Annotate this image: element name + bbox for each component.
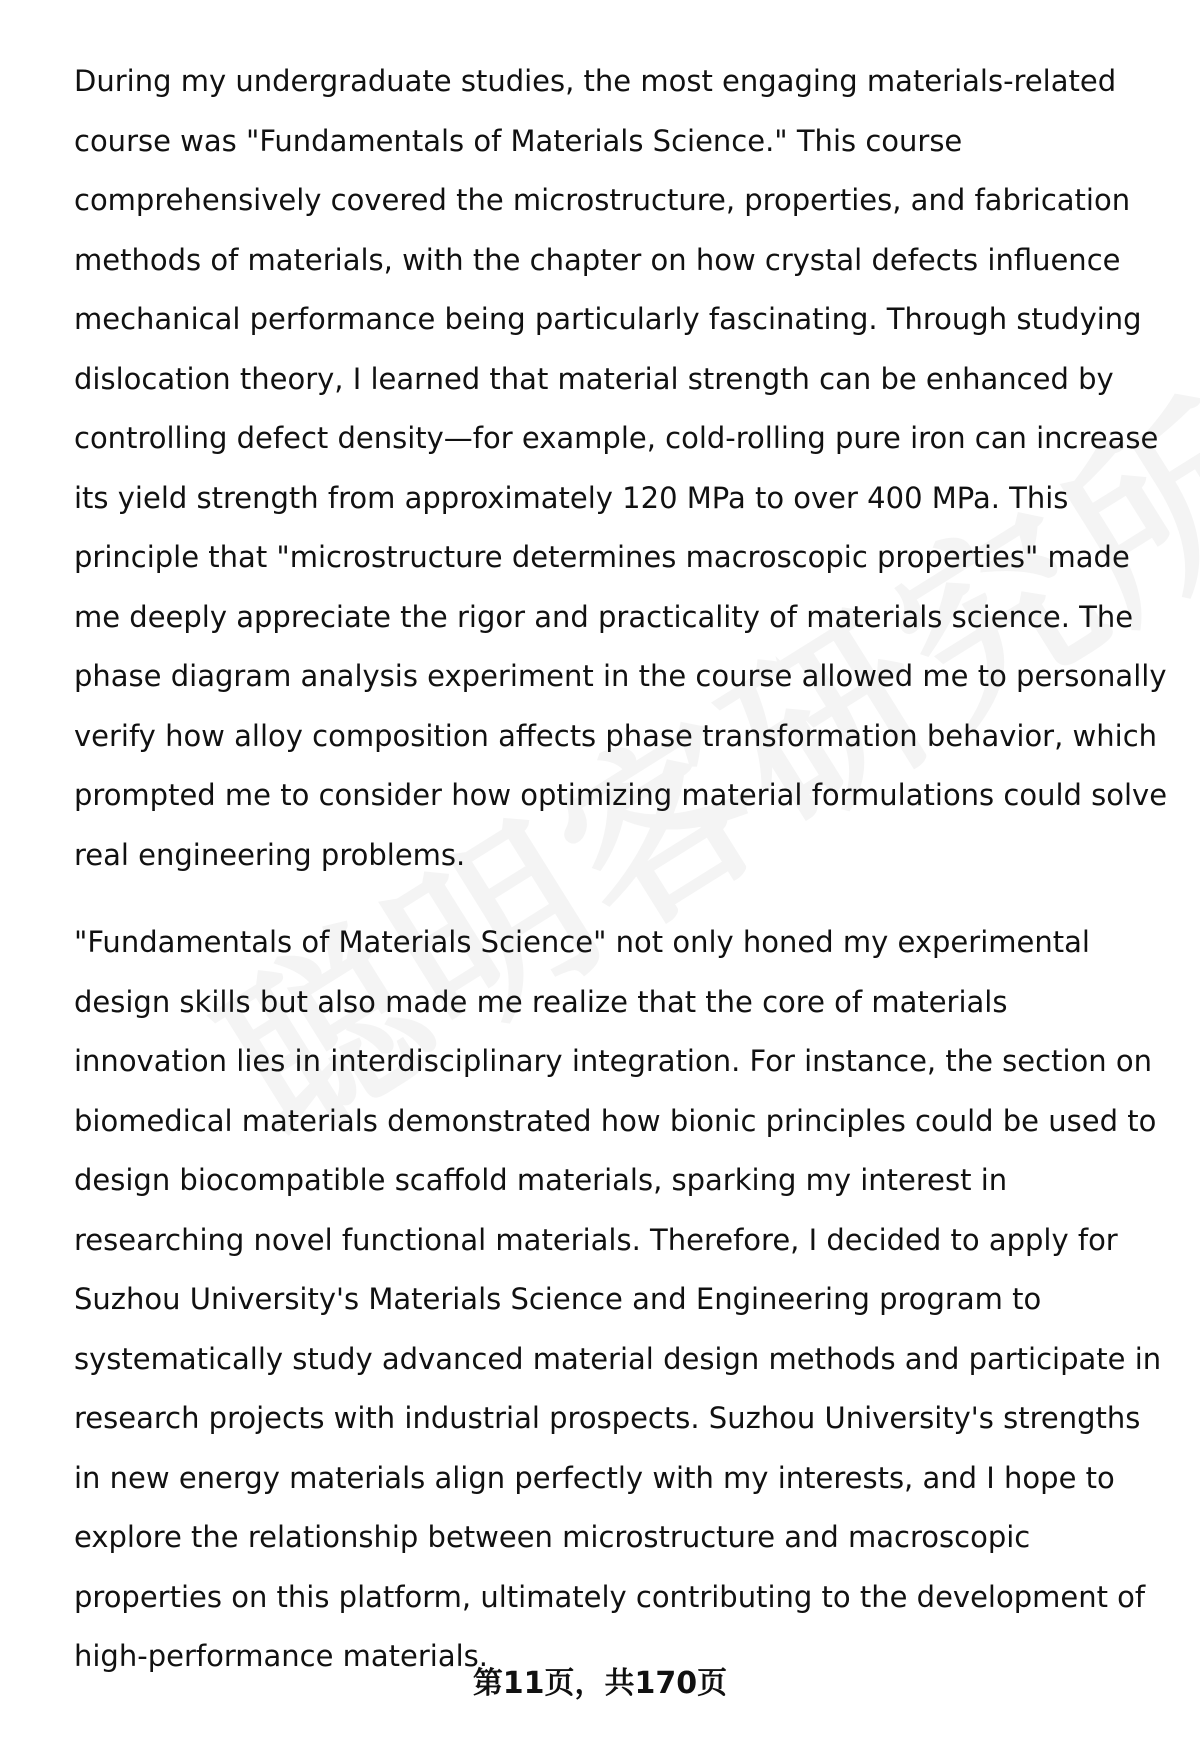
paragraph-2: "Fundamentals of Materials Science" not only honed my experimental design skills but also made me realize that the core of materials innovation lies in interdisciplinary integration. For instance, the section on biomedical materials demonstrated how bionic principles could be used to design biocompatible scaffold materials, sparking my interest in researching novel functional materials. Therefore, I decided to apply for Suzhou University's Materials Science and Engineering program to systematically study advanced material design methods and participate in research projects with industrial prospects. Suzhou University's strengths in new energy materials align perfectly with my interests, and I hope to explore the relationship between microstructure and macroscopic properties on this platform, ultimately contributing to the development of high-performance materials.	[74, 925, 1162, 1673]
document-body	[74, 52, 1169, 1687]
paragraph-1: During my undergraduate studies, the most engaging materials-related course was "Fundamentals of Materials Science." This course comprehensively covered the microstructure, properties, and fabrication methods of materials, with the chapter on how crystal defects influence mechanical performance being particularly fascinating. Through studying dislocation theory, I learned that material strength can be enhanced by controlling defect density—for example, cold-rolling pure iron can increase its yield strength from approximately 120 MPa to over 400 MPa. This principle that "microstructure determines macroscopic properties" made me deeply appreciate the rigor and practicality of materials science. The phase diagram analysis experiment in the course allowed me to personally verify how alloy composition affects phase transformation behavior, which prompted me to consider how optimizing material formulations could solve real engineering problems.	[74, 64, 1168, 872]
page-number: 第11页，共170页	[472, 1666, 728, 1701]
